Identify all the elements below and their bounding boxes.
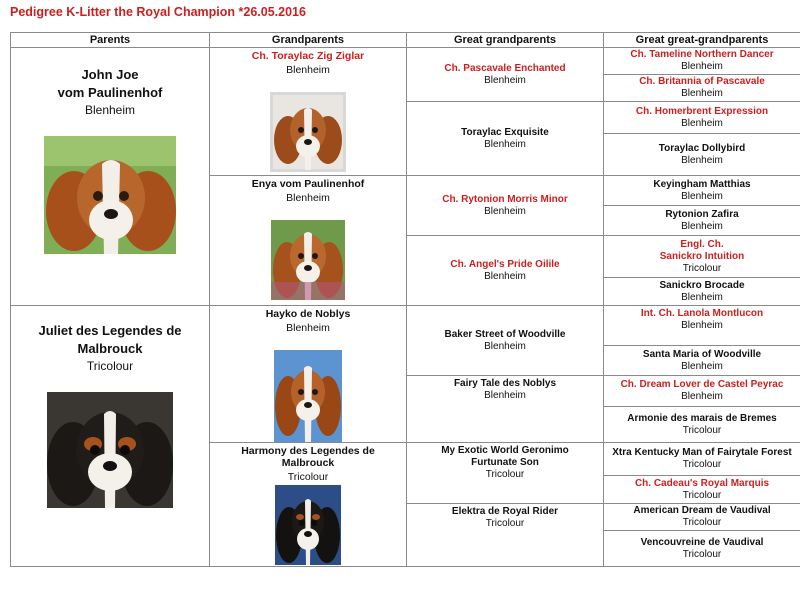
header-row <box>11 33 800 48</box>
dam-gp2-name-line1: Harmony des Legendes de <box>241 445 375 457</box>
sire-gggp2-name: Ch. Britannia of Pascavale <box>639 76 765 87</box>
dam-cell <box>11 306 210 567</box>
dam-ggp3-name-line1: My Exotic World Geronimo <box>441 445 569 456</box>
header-parents: Parents <box>11 33 210 48</box>
sire-gggp7-name-line1: Engl. Ch. <box>680 238 724 250</box>
sire-gggp4-name: Toraylac Dollybird <box>658 142 746 154</box>
sire-ggp2-name: Toraylac Exquisite <box>461 126 549 138</box>
dam-gggp5-color: Tricolour <box>682 459 722 470</box>
sire-gggp7-color: Tricolour <box>682 262 722 274</box>
header-great-great-grandparents: Great great-grandparents <box>604 33 800 48</box>
dam-name-line1: Juliet des Legendes de <box>38 323 182 338</box>
dam-gggp7-cell <box>604 504 800 531</box>
dam-ggp3-cell <box>407 443 604 504</box>
sire-color: Blenheim <box>84 103 136 117</box>
dam-ggp4-cell <box>407 504 604 567</box>
sire-gggp6-cell <box>604 206 800 236</box>
dam-gp2-name-line2: Malbrouck <box>281 457 335 469</box>
sire-ggp4-cell <box>407 236 604 306</box>
sire-gggp2-cell <box>604 75 800 102</box>
sire-gggp1-cell <box>604 48 800 75</box>
dam-grandparent-2 <box>210 443 407 567</box>
sire-gp1-name: Ch. Toraylac Zig Ziglar <box>251 50 365 62</box>
sire-ggp3-color: Blenheim <box>484 205 526 217</box>
dam-gp1-photo <box>274 350 342 442</box>
sire-gp2-photo <box>271 220 345 300</box>
dam-gp1-name: Hayko de Noblys <box>265 308 351 320</box>
dam-gggp7-name: American Dream de Vaudival <box>633 505 771 516</box>
dam-gggp8-color: Tricolour <box>682 548 722 560</box>
sire-gggp1-color: Blenheim <box>681 61 723 72</box>
page-title: Pedigree K-Litter the Royal Champion *26.05.2016 <box>10 5 306 19</box>
dam-ggp4-name: Elektra de Royal Rider <box>451 506 559 517</box>
sire-gggp5-cell <box>604 176 800 206</box>
sire-ggp4-color: Blenheim <box>484 270 526 282</box>
dam-ggp1-color: Blenheim <box>484 340 526 352</box>
sire-gggp6-name: Rytonion Zafira <box>665 208 739 220</box>
dam-photo <box>47 392 173 508</box>
dam-gggp2-name: Santa Maria of Woodville <box>642 348 762 360</box>
dam-ggp2-color: Blenheim <box>484 390 526 401</box>
sire-gggp5-color: Blenheim <box>681 190 723 202</box>
pedigree-table <box>10 32 800 567</box>
dam-gggp4-color: Tricolour <box>682 424 722 436</box>
dam-gggp6-name: Ch. Cadeau's Royal Marquis <box>634 477 770 489</box>
dam-gggp6-cell <box>604 476 800 504</box>
dam-color: Tricolour <box>86 359 134 373</box>
sire-gggp7-name-line2: Sanickro Intuition <box>659 250 745 262</box>
sire-grandparent-2 <box>210 176 407 306</box>
sire-name-line1: John Joe <box>81 67 139 82</box>
dam-gp2-photo <box>275 485 341 565</box>
dam-gggp5-name: Xtra Kentucky Man of Fairytale Forest <box>612 447 792 458</box>
dam-ggp2-cell <box>407 376 604 443</box>
sire-gggp4-color: Blenheim <box>681 154 723 166</box>
dam-gggp3-cell <box>604 376 800 407</box>
dam-ggp4-color: Tricolour <box>485 518 525 529</box>
dam-gggp3-name: Ch. Dream Lover de Castel Peyrac <box>620 379 784 390</box>
dam-ggp3-color: Tricolour <box>485 469 525 480</box>
sire-gggp3-name: Ch. Homerbrent Expression <box>635 105 769 117</box>
sire-ggp3-cell <box>407 176 604 236</box>
sire-gggp5-name: Keyingham Matthias <box>653 178 751 190</box>
header-grandparents: Grandparents <box>210 33 407 48</box>
sire-photo <box>44 136 176 254</box>
dam-grandparent-1 <box>210 306 407 443</box>
sire-gggp8-color: Blenheim <box>681 291 723 303</box>
sire-ggp2-color: Blenheim <box>484 138 526 150</box>
dam-gggp3-color: Blenheim <box>681 391 723 402</box>
dam-gggp7-color: Tricolour <box>682 517 722 528</box>
sire-gggp1-name: Ch. Tameline Northern Dancer <box>630 49 774 60</box>
sire-gggp7-cell <box>604 236 800 278</box>
dam-name-line2: Malbrouck <box>77 341 143 356</box>
dam-gggp8-cell <box>604 531 800 567</box>
sire-gggp3-color: Blenheim <box>681 117 723 129</box>
dam-gggp1-color: Blenheim <box>681 320 723 331</box>
dam-gggp1-name: Int. Ch. Lanola Montlucon <box>640 308 764 319</box>
dam-ggp2-name: Fairy Tale des Noblys <box>453 378 557 389</box>
sire-ggp3-name: Ch. Rytonion Morris Minor <box>442 193 568 205</box>
sire-cell <box>11 48 210 306</box>
sire-ggp1-color: Blenheim <box>484 74 526 86</box>
sire-gp2-name: Enya vom Paulinenhof <box>251 178 365 190</box>
dam-ggp1-name: Baker Street of Woodville <box>444 328 566 340</box>
header-great-grandparents: Great grandparents <box>407 33 604 48</box>
sire-gp1-color: Blenheim <box>286 64 330 76</box>
dam-gggp5-cell <box>604 443 800 476</box>
sire-gggp8-name: Sanickro Brocade <box>659 279 745 291</box>
dam-gp2-color: Tricolour <box>287 471 329 483</box>
dam-gggp2-color: Blenheim <box>681 360 723 372</box>
dam-ggp1-cell <box>407 306 604 376</box>
dam-gggp1-cell <box>604 306 800 346</box>
dam-gggp4-cell <box>604 407 800 443</box>
dam-gggp4-name: Armonie des marais de Bremes <box>627 412 777 424</box>
sire-ggp1-name: Ch. Pascavale Enchanted <box>444 62 566 74</box>
sire-gggp3-cell <box>604 102 800 134</box>
dam-gggp8-name: Vencouvreine de Vaudival <box>640 536 764 548</box>
dam-gggp2-cell <box>604 346 800 376</box>
sire-gggp4-cell <box>604 134 800 176</box>
dam-gggp6-color: Tricolour <box>682 489 722 501</box>
dam-ggp3-name-line2: Furtunate Son <box>471 457 539 468</box>
dam-gp1-color: Blenheim <box>286 322 330 334</box>
sire-gp1-photo <box>270 92 346 172</box>
sire-gggp6-color: Blenheim <box>681 220 723 232</box>
sire-name-line2: vom Paulinenhof <box>57 85 163 100</box>
sire-ggp1-cell <box>407 48 604 102</box>
sire-ggp4-name: Ch. Angel's Pride Oilile <box>450 258 560 270</box>
sire-gggp8-cell <box>604 278 800 306</box>
sire-gp2-color: Blenheim <box>286 192 330 204</box>
sire-grandparent-1 <box>210 48 407 176</box>
sire-gggp2-color: Blenheim <box>681 88 723 99</box>
sire-ggp2-cell <box>407 102 604 176</box>
